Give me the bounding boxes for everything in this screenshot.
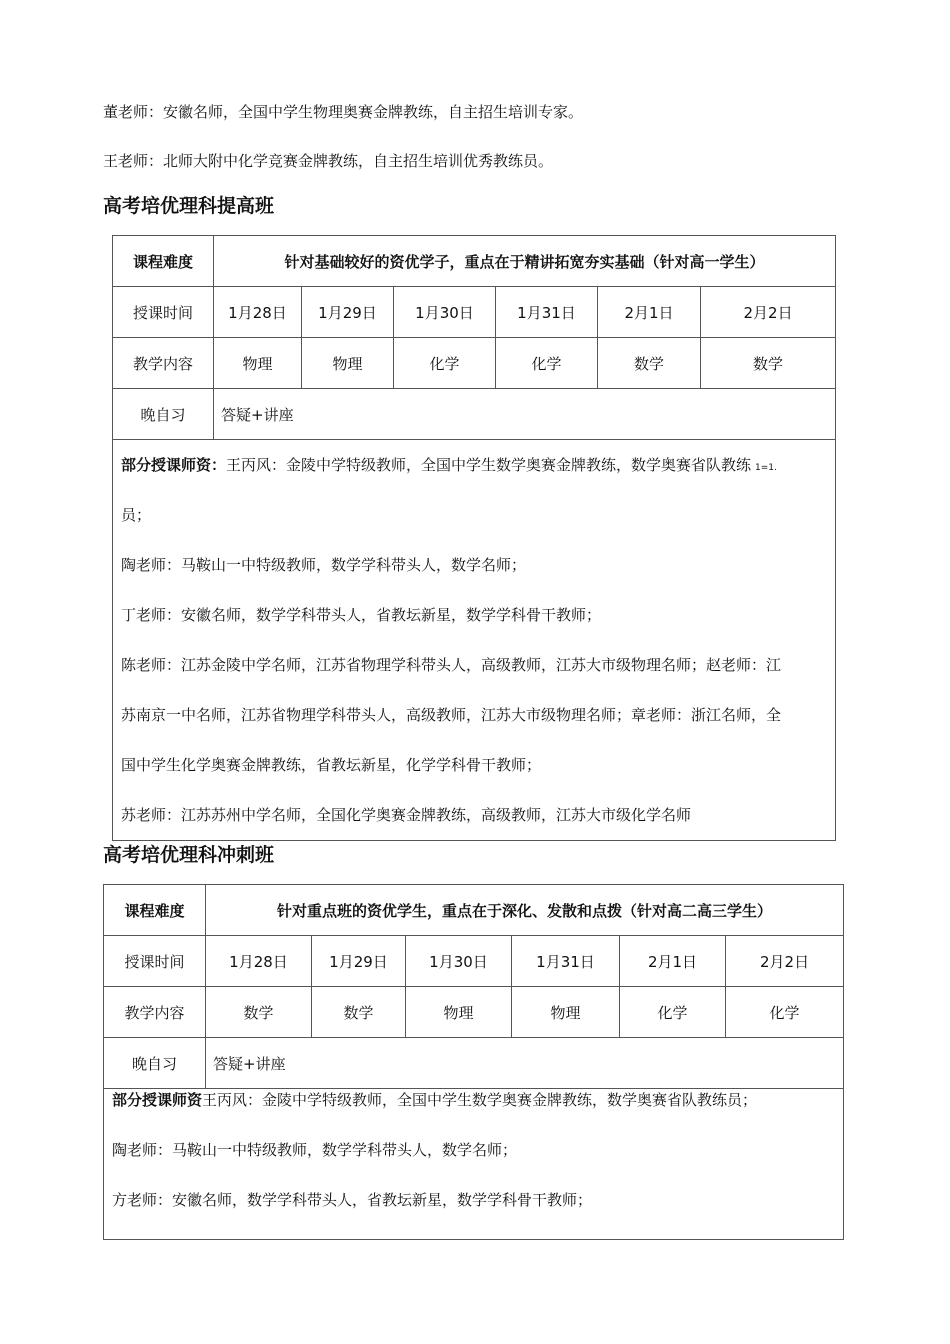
teacher-line: 苏南京一中名师，江苏省物理学科带头人，高级教师，江苏大市级物理名师；章老师：浙江名师，全 xyxy=(121,706,782,724)
subject-cell: 物理 xyxy=(512,987,620,1038)
subject-cell: 化学 xyxy=(496,338,598,389)
date-cell: 1月28日 xyxy=(214,287,302,338)
time-row xyxy=(104,936,844,987)
difficulty-label: 课程难度 xyxy=(113,236,214,287)
subject-cell: 化学 xyxy=(620,987,726,1038)
teacher-line: 陶老师：马鞍山一中特级教师，数学学科带头人，数学名师； xyxy=(112,1141,518,1159)
date-cell: 2月1日 xyxy=(598,287,701,338)
subject-cell: 物理 xyxy=(302,338,394,389)
subject-cell: 数学 xyxy=(206,987,312,1038)
date-cell: 2月2日 xyxy=(701,287,836,338)
date-cell: 1月31日 xyxy=(512,936,620,987)
difficulty-row xyxy=(104,885,844,936)
teachers-row xyxy=(113,440,836,841)
evening-text: 答疑+讲座 xyxy=(214,389,836,440)
teachers-label: 部分授课师资： xyxy=(121,456,227,474)
teacher-line: 陶老师：马鞍山一中特级教师，数学学科带头人，数学名师； xyxy=(121,556,527,574)
subject-cell: 物理 xyxy=(214,338,302,389)
evening-text: 答疑+讲座 xyxy=(206,1038,844,1089)
teachers-label: 部分授课师资 xyxy=(112,1091,203,1109)
teacher-line: 丁老师：安徽名师，数学学科带头人，省教坛新星，数学学科骨干教师； xyxy=(121,606,602,624)
date-cell: 1月28日 xyxy=(206,936,312,987)
evening-row xyxy=(113,389,836,440)
difficulty-label: 课程难度 xyxy=(104,885,206,936)
teacher-line: 部分授课师资：王丙风：金陵中学特级教师，全国中学生数学奥赛金牌教练，数学奥赛省队教练 1=1. xyxy=(121,456,777,474)
date-cell: 1月31日 xyxy=(496,287,598,338)
time-label: 授课时间 xyxy=(113,287,214,338)
teachers-cell xyxy=(113,440,836,841)
date-cell: 1月29日 xyxy=(312,936,406,987)
course-table xyxy=(103,884,844,1240)
difficulty-text: 针对重点班的资优学生，重点在于深化、发散和点拨（针对高二高三学生） xyxy=(206,885,844,936)
content-row xyxy=(113,338,836,389)
subject-cell: 数学 xyxy=(701,338,836,389)
teacher-line: 陈老师：江苏金陵中学名师，江苏省物理学科带头人，高级教师，江苏大市级物理名师；赵老师：江 xyxy=(121,656,782,674)
subject-cell: 化学 xyxy=(394,338,496,389)
time-label: 授课时间 xyxy=(104,936,206,987)
date-cell: 2月2日 xyxy=(726,936,844,987)
time-row xyxy=(113,287,836,338)
subject-cell: 数学 xyxy=(312,987,406,1038)
evening-label: 晚自习 xyxy=(113,389,214,440)
intro-teacher-wang: 王老师：北师大附中化学竞赛金牌教练，自主招生培训优秀教练员。 xyxy=(103,152,554,170)
teachers-row xyxy=(104,1089,844,1240)
course-table xyxy=(112,235,836,841)
date-cell: 1月30日 xyxy=(406,936,512,987)
subject-cell: 物理 xyxy=(406,987,512,1038)
teacher-line: 方老师：安徽名师，数学学科带头人，省教坛新星，数学学科骨干教师； xyxy=(112,1191,593,1209)
date-cell: 1月30日 xyxy=(394,287,496,338)
teacher-line: 国中学生化学奥赛金牌教练，省教坛新星，化学学科骨干教师； xyxy=(121,756,542,774)
evening-row xyxy=(104,1038,844,1089)
note-mark: 1=1. xyxy=(755,463,777,473)
teacher-line: 苏老师：江苏苏州中学名师，全国化学奥赛金牌教练，高级教师，江苏大市级化学名师 xyxy=(121,806,692,824)
evening-label: 晚自习 xyxy=(104,1038,206,1089)
teacher-line: 部分授课师资王丙风：金陵中学特级教师，全国中学生数学奥赛金牌教练，数学奥赛省队教练员； xyxy=(112,1091,758,1109)
date-cell: 1月29日 xyxy=(302,287,394,338)
difficulty-text: 针对基础较好的资优学子，重点在于精讲拓宽夯实基础（针对高一学生） xyxy=(214,236,836,287)
subject-cell: 化学 xyxy=(726,987,844,1038)
difficulty-row xyxy=(113,236,836,287)
content-label: 教学内容 xyxy=(113,338,214,389)
subject-cell: 数学 xyxy=(598,338,701,389)
section-title: 高考培优理科冲刺班 xyxy=(103,844,275,866)
teachers-cell xyxy=(104,1089,844,1240)
section-title: 高考培优理科提高班 xyxy=(103,195,275,217)
teacher-line: 员； xyxy=(121,506,152,524)
content-label: 教学内容 xyxy=(104,987,206,1038)
intro-teacher-dong: 董老师：安徽名师，全国中学生物理奥赛金牌教练，自主招生培训专家。 xyxy=(103,103,584,121)
date-cell: 2月1日 xyxy=(620,936,726,987)
content-row xyxy=(104,987,844,1038)
